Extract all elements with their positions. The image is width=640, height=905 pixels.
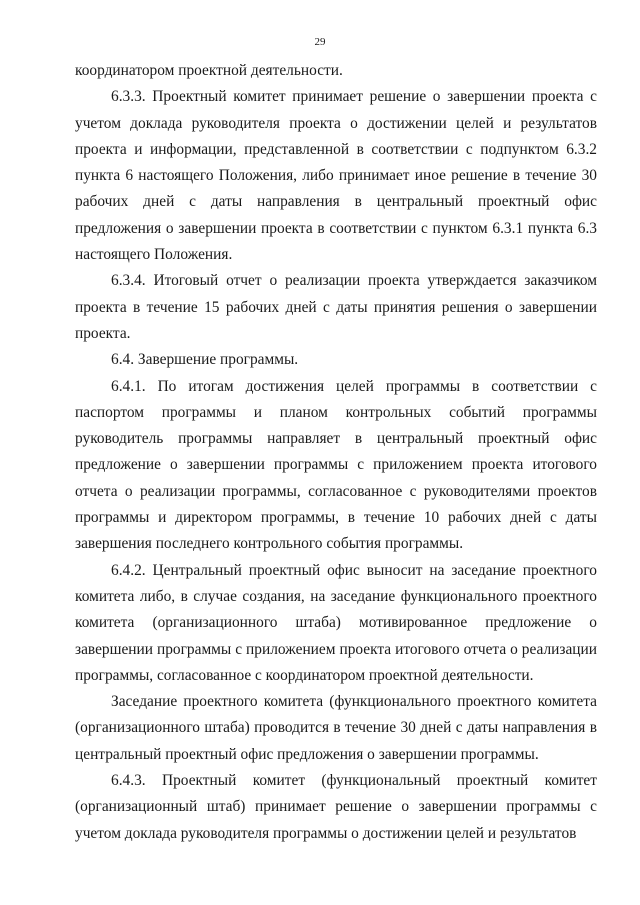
document-body bbox=[75, 58, 597, 847]
paragraph: 6.4.1. По итогам достижения целей программы в соответствии с паспортом программы и планом контрольных событий программы руководитель программы направляет в центральный проектный офис предложение о завершении программы с приложением проекта итогового отчета о реализации программы, согласованное с руководителями проектов программы и директором программы, в течение 10 рабочих дней с даты завершения последнего контрольного события программы. bbox=[75, 377, 597, 553]
paragraph: 6.4.2. Центральный проектный офис выносит на заседание проектного комитета либо, в случае создания, на заседание функционального проектного комитета (организационного штаба) мотивированное предложение о завершении программы с приложением проекта итогового отчета о реализации программы, согласованное с координатором проектной деятельности. bbox=[75, 561, 597, 684]
paragraph: 6.4. Завершение программы. bbox=[111, 351, 299, 369]
paragraph: 6.3.3. Проектный комитет принимает решение о завершении проекта с учетом доклада руководителя проекта о достижении целей и результатов проекта и информации, представленной в соответствии с подпунктом 6.3.2 пункта 6 настоящего Положения, либо принимает иное решение в течение 30 рабочих дней с даты направления в центральный проектный офис предложения о завершении проекта в соответствии с пунктом 6.3.1 пункта 6.3 настоящего Положения. bbox=[75, 88, 597, 264]
paragraph: 6.4.3. Проектный комитет (функциональный проектный комитет (организационный штаб) принимает решение о завершении программы с учетом доклада руководителя программы о достижении целей и результатов bbox=[75, 772, 597, 842]
paragraph: Заседание проектного комитета (функционального проектного комитета (организационного штаба) проводится в течение 30 дней с даты направления в центральный проектный офис предложения о завершении программы. bbox=[75, 693, 597, 763]
paragraph: 6.3.4. Итоговый отчет о реализации проекта утверждается заказчиком проекта в течение 15 рабочих дней с даты принятия решения о завершении проекта. bbox=[75, 272, 597, 342]
page-number: 29 bbox=[314, 36, 326, 48]
paragraph: координатором проектной деятельности. bbox=[75, 62, 343, 79]
